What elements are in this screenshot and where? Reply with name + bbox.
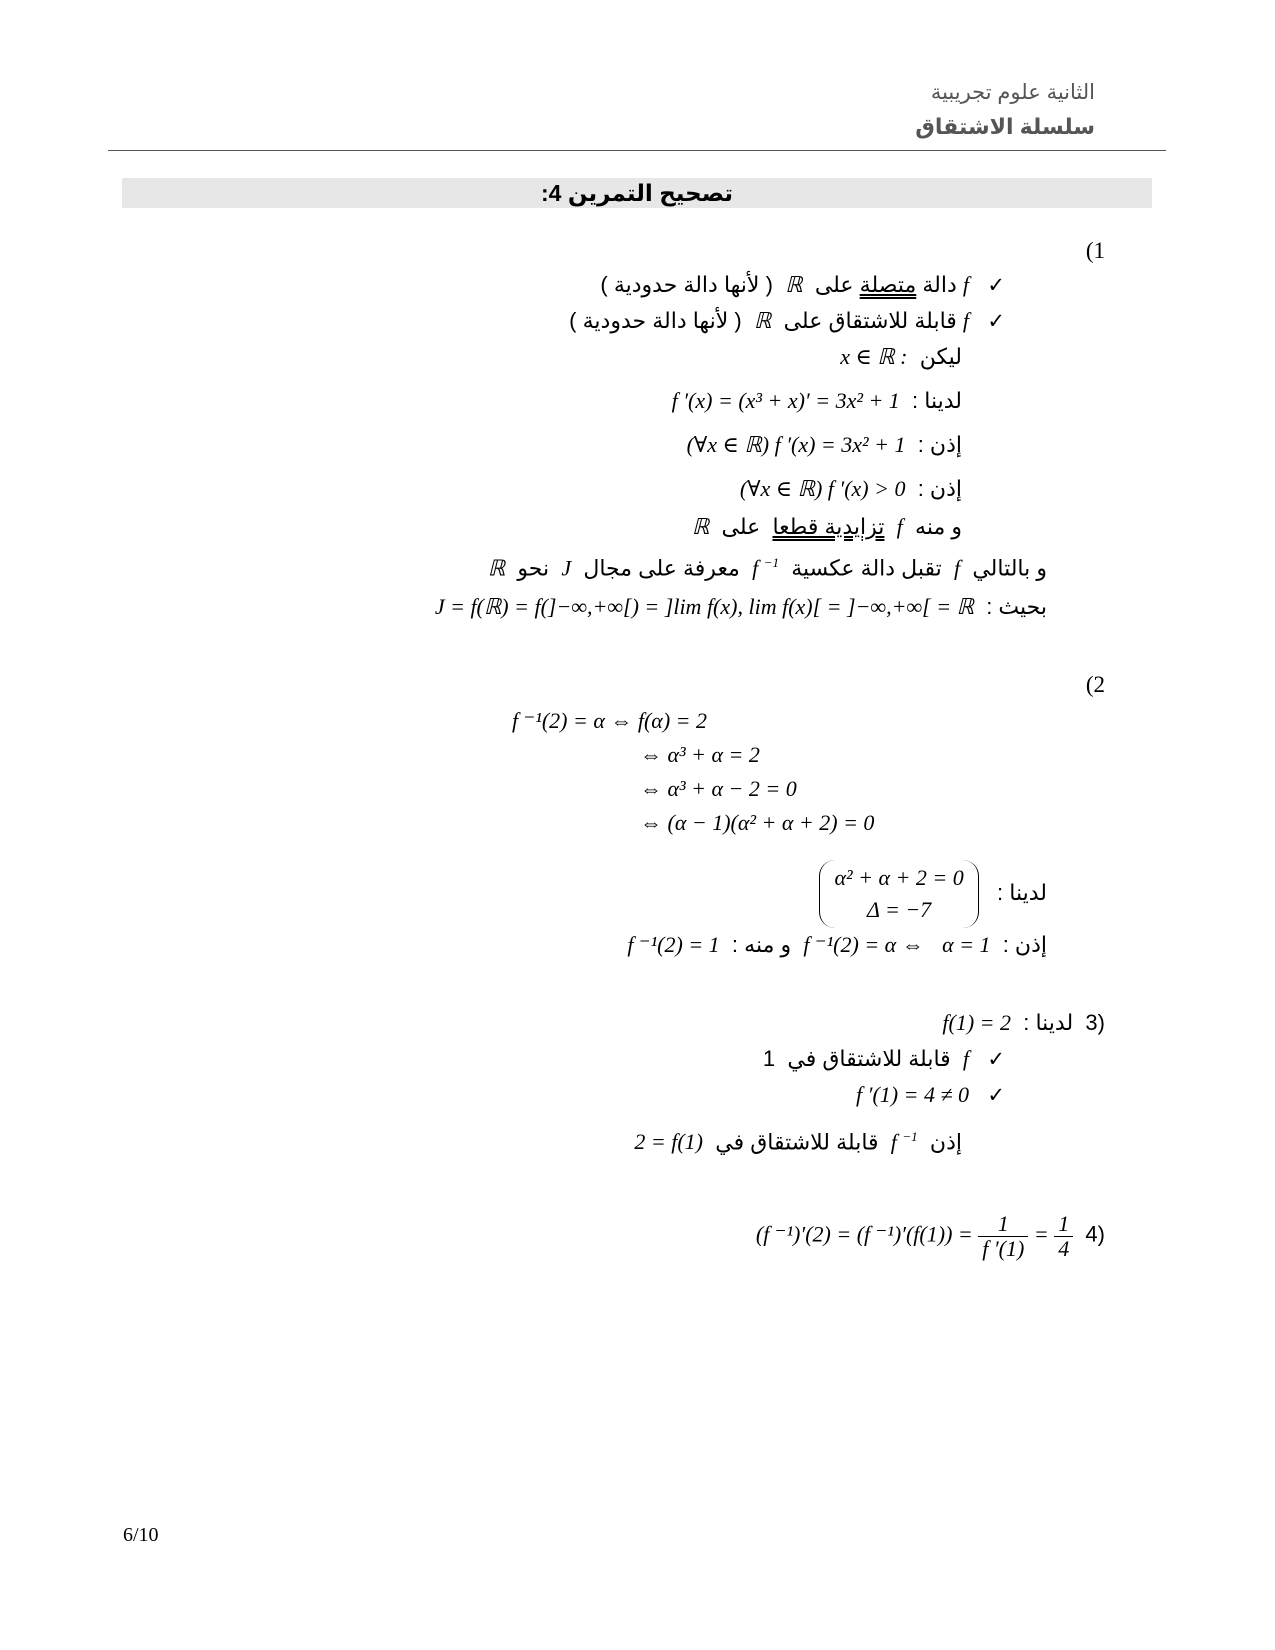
header-subtitle: الثانية علوم تجريبية xyxy=(930,81,1095,104)
header-title: سلسلة الاشتقاق xyxy=(915,114,1095,139)
part2-row-1: f ⁻¹(2) = α ⇔ f(α) = 2 xyxy=(512,708,708,733)
check-icon: ✓ xyxy=(987,1083,1005,1107)
check-icon: ✓ xyxy=(987,309,1005,333)
part1-where: بحيث : J = f(ℝ) = f(]−∞,+∞[) = ]lim f(x), lim f(x)[ = ]−∞,+∞[ = ℝ xyxy=(434,594,1047,619)
part3-check1: ✓ f قابلة للاشتقاق في 1 xyxy=(762,1046,1005,1071)
part3-check2: ✓ f ′(1) = 4 ≠ 0 xyxy=(856,1082,1005,1107)
part1-hence: و منه f تزايدية قطعا على ℝ xyxy=(691,514,962,539)
part1-then2: إذن : (∀x ∈ ℝ) f ′(x) > 0 xyxy=(739,476,962,501)
fraction-1: $\frac{1}{f '(1)}$ xyxy=(978,1212,1028,1261)
part1-number: (1 xyxy=(1085,238,1105,263)
part1-let: ليكن x ∈ ℝ : xyxy=(840,344,962,369)
part1-therefore: و بالتالي f تقبل دالة عكسية f $^{-1}$ معرفة على مجال J نحو ℝ xyxy=(487,555,1047,581)
part2-row-3: ⇔ α³ + α − 2 = 0 xyxy=(640,776,797,801)
part2-row-4: ⇔ (α − 1)(α² + α + 2) = 0 xyxy=(640,810,875,835)
fraction-2: $\frac{1}{4}$ xyxy=(1054,1212,1073,1261)
exercise-banner xyxy=(122,178,1152,208)
part1-check1: ✓ f دالة متصلة على ℝ ( لأنها دالة حدودية ) xyxy=(600,272,1005,297)
part2-we-have: لدينا : α² + α + 2 = 0 Δ = −7 xyxy=(819,860,1047,928)
exercise-title: تصحيح التمرين 4: xyxy=(540,180,734,206)
page-number: 6/10 xyxy=(123,1524,159,1546)
part4-equation: (4 (f ⁻¹)′(2) = (f ⁻¹)′(f(1)) = $\frac{1}{f '(1)}$ = $\frac{1}{4}$ xyxy=(755,1211,1105,1261)
part3-then: إذن f $^{-1}$ قابلة للاشتقاق في 2 = f(1) xyxy=(634,1129,962,1155)
check-icon: ✓ xyxy=(987,273,1005,297)
part2-row-2: ⇔ α³ + α = 2 xyxy=(640,742,760,767)
check-icon: ✓ xyxy=(987,1047,1005,1071)
part1-check2: ✓ f قابلة للاشتقاق على ℝ ( لأنها دالة حدودية ) xyxy=(569,308,1005,333)
system-bracket: α² + α + 2 = 0 Δ = −7 xyxy=(819,860,978,928)
header-divider xyxy=(108,150,1166,151)
part2-number: (2 xyxy=(1085,672,1105,697)
part1-we-have: لدينا : f ′(x) = (x³ + x)′ = 3x² + 1 xyxy=(671,388,962,413)
part2-then: إذن : α = 1 f ⁻¹(2) = α ⇔ و منه : f ⁻¹(2) = 1 xyxy=(627,932,1047,957)
part1-then1: إذن : (∀x ∈ ℝ) f ′(x) = 3x² + 1 xyxy=(686,432,962,457)
part3-we-have: (3 لدينا : f(1) = 2 xyxy=(942,1010,1105,1035)
